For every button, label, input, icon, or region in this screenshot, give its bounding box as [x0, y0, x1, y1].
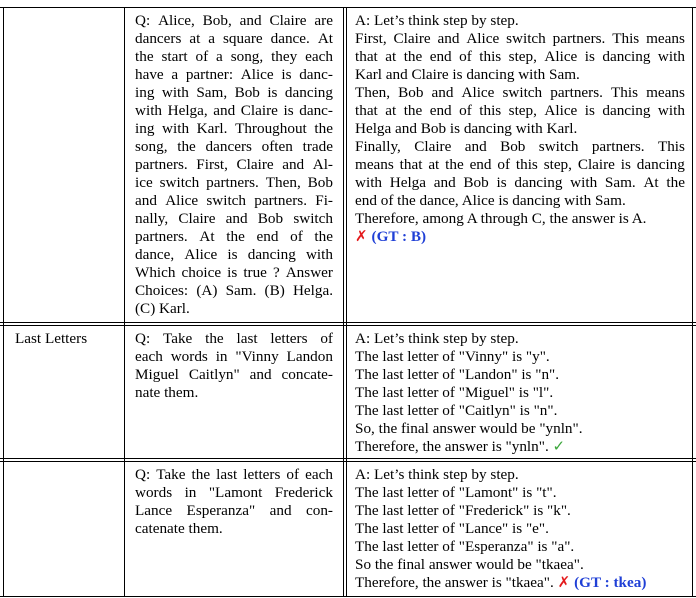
word: partners. [591, 138, 645, 155]
question-line [135, 102, 333, 120]
word: and [213, 102, 236, 119]
word: the [135, 48, 154, 65]
task-label: Last Letters [15, 330, 88, 347]
word: This [657, 138, 685, 155]
column-divider-answer [346, 7, 347, 597]
question-line [135, 282, 333, 300]
question-line [135, 120, 333, 138]
word: is [267, 84, 278, 101]
question-line [135, 12, 333, 30]
answer-line: So the final answer would be "tkaea". [355, 556, 584, 573]
answer-line: Helga and Bob is dancing with Karl. [355, 120, 578, 137]
word: end [256, 228, 279, 245]
word: "Lamont [208, 484, 263, 501]
word: At [643, 174, 659, 191]
word: Bob [234, 84, 260, 101]
word: Throughout [235, 120, 307, 137]
word: Alice [165, 192, 199, 209]
word: at [428, 156, 440, 173]
answer-line: The last letter of "Caitlyn" is "n". [355, 402, 558, 419]
word: and [433, 174, 456, 191]
word: Claire [236, 156, 274, 173]
word: the [403, 102, 423, 119]
word: step, [508, 102, 537, 119]
answer-line: The last letter of "Landon" is "n". [355, 366, 560, 383]
question-line [135, 174, 333, 192]
word: Then, [265, 174, 301, 191]
question-line: (C) Karl. [135, 300, 190, 317]
word: Alice [461, 84, 495, 101]
word: is [584, 102, 595, 119]
word: with [657, 48, 685, 65]
question-line [135, 138, 333, 156]
word: dancing [636, 156, 685, 173]
word: the [403, 48, 423, 65]
word: a [171, 66, 179, 83]
question-line [135, 264, 333, 282]
word: and [135, 192, 157, 209]
word: Bob [463, 174, 489, 191]
word: First, [355, 30, 387, 47]
word: This [612, 30, 640, 47]
word: in [215, 348, 228, 365]
answer-line [355, 84, 685, 102]
question-line [135, 66, 333, 84]
word: At [199, 228, 215, 245]
word: Miguel [135, 366, 179, 383]
word: means [646, 84, 685, 101]
word: Bob [398, 84, 424, 101]
answer-line [355, 156, 685, 174]
word: a [216, 48, 223, 65]
table-bottom-rule [0, 596, 696, 597]
word: danc- [299, 66, 333, 83]
word: dancing [514, 174, 563, 191]
word: end [429, 48, 452, 65]
column-divider-task [124, 7, 125, 597]
question-line [135, 246, 333, 264]
word: This [611, 84, 639, 101]
word: are [314, 12, 333, 29]
word: in [184, 484, 197, 501]
word: dancers [135, 30, 182, 47]
word: is [227, 264, 238, 281]
word: partners. [135, 228, 188, 245]
answer-line: The last letter of "Miguel" is "l". [355, 384, 554, 401]
word: this [515, 156, 538, 173]
word: that [399, 156, 423, 173]
word: Al- [312, 156, 333, 173]
answer-line: The last letter of "Lamont" is "t". [355, 484, 557, 501]
word: First, [196, 156, 228, 173]
word: partners. [135, 156, 188, 173]
word: nally, [135, 210, 169, 227]
answer-line: A: Let’s think step by step. [355, 330, 519, 347]
word: start [161, 48, 188, 65]
word: letters [270, 330, 308, 347]
word: step, [508, 48, 537, 65]
word: switch [159, 174, 200, 191]
answer-line: A: Let’s think step by step. [355, 12, 519, 29]
word: Alice [240, 66, 274, 83]
word: is [227, 246, 238, 263]
word: Frederick [274, 484, 333, 501]
word: Choices: [135, 282, 189, 299]
answer-final: Therefore, the answer is "tkaea". ✗ (GT : tkea) [355, 574, 647, 591]
section-divider-rule [0, 322, 696, 326]
word: of [320, 330, 333, 347]
word: letters [243, 466, 281, 483]
word: dancing [284, 84, 333, 101]
word: Answer [285, 264, 333, 281]
row-divider-rule [0, 458, 696, 462]
word: is [496, 174, 507, 191]
answer-final: Therefore, the answer is "ynln". ✓ [355, 438, 566, 455]
word: Alice [544, 102, 578, 119]
table-right-border [692, 7, 693, 597]
word: ? [272, 264, 280, 281]
answer-line: So, the final answer would be "ynln". [355, 420, 583, 437]
correct-mark-icon: ✓ [552, 438, 566, 455]
word: Then, [355, 84, 391, 101]
word: means [646, 30, 685, 47]
answer-line [355, 48, 685, 66]
word: true [243, 264, 267, 281]
answer-line: A: Let’s think step by step. [355, 466, 519, 483]
word: Which [135, 264, 176, 281]
word: Alice [466, 30, 500, 47]
question-line: nate them. [135, 384, 199, 401]
word: step, [543, 156, 572, 173]
word: the [177, 138, 196, 155]
word: means [355, 156, 394, 173]
word: Take [163, 330, 193, 347]
word: with [657, 102, 685, 119]
word: con- [306, 502, 333, 519]
answer-line [355, 30, 685, 48]
word: Alice [184, 246, 218, 263]
word: and [431, 84, 454, 101]
word: of [459, 48, 472, 65]
word: danc- [299, 102, 333, 119]
answer-line [355, 174, 685, 192]
word: and [239, 12, 262, 29]
word: partner: [185, 66, 234, 83]
question-line [135, 466, 333, 484]
word: Bob [257, 210, 284, 227]
word: of [290, 228, 303, 245]
word: Helga. [292, 282, 333, 299]
word: partners. [254, 192, 307, 209]
word: Bob [500, 138, 526, 155]
incorrect-mark-icon: ✗ [355, 228, 368, 245]
word: the [205, 330, 224, 347]
word: is [584, 48, 595, 65]
word: Claire [240, 102, 278, 119]
word: and [249, 366, 272, 383]
answer-line: The last letter of "Frederick" is "k". [355, 502, 571, 519]
answer-line [355, 102, 685, 120]
word: the [191, 466, 211, 483]
word: Q: [135, 12, 151, 29]
question-line [135, 502, 333, 520]
column-divider-question [343, 7, 344, 597]
word: Finally, [355, 138, 401, 155]
word: Claire [178, 210, 216, 227]
word: (B) [264, 282, 285, 299]
question-line [135, 366, 333, 384]
word: ice [135, 174, 153, 191]
answer-line [355, 138, 685, 156]
word: words [170, 348, 208, 365]
word: and [437, 30, 460, 47]
word: Claire [393, 30, 431, 47]
word: that [355, 48, 378, 65]
question-line [135, 156, 333, 174]
word: Q: [135, 330, 151, 347]
word: the [314, 120, 333, 137]
word: dance, [135, 246, 175, 263]
word: Bob [307, 174, 333, 191]
word: Sam. [604, 174, 636, 191]
word: Esperanza" [186, 502, 256, 519]
word: of [286, 466, 300, 483]
word: song, [230, 48, 264, 65]
word: concate- [281, 366, 333, 383]
word: at [385, 102, 397, 119]
question-line [135, 84, 333, 102]
word: Fi- [315, 192, 333, 209]
ground-truth-label: (GT : B) [371, 228, 427, 245]
answer-line: Therefore, among A through C, the answer is A. [355, 210, 647, 227]
word: a [208, 30, 216, 47]
word: Sam. [225, 282, 257, 299]
answer-verdict [355, 228, 426, 246]
word: Claire [577, 156, 615, 173]
word: dancing [247, 246, 296, 263]
table-left-border [3, 7, 4, 597]
word: Landon [286, 348, 333, 365]
word: switch [506, 30, 546, 47]
word: each [135, 348, 163, 365]
word: Sam, [196, 84, 228, 101]
word: the [226, 228, 245, 245]
word: ing [135, 120, 155, 137]
answer-line: Karl and Claire is dancing with Sam. [355, 66, 580, 83]
word: at [189, 30, 201, 47]
word: have [135, 66, 164, 83]
question-line [135, 348, 333, 366]
incorrect-mark-icon: ✗ [557, 574, 571, 591]
word: the [445, 156, 464, 173]
word: last [216, 466, 238, 483]
word: switch [538, 138, 579, 155]
word: choice [181, 264, 222, 281]
word: this [479, 48, 502, 65]
word: (A) [196, 282, 218, 299]
word: dancing [602, 102, 651, 119]
question-line [135, 210, 333, 228]
word: with [570, 174, 598, 191]
answer-line: The last letter of "Lance" is "e". [355, 520, 549, 537]
word: and [464, 138, 487, 155]
word: partners. [550, 84, 603, 101]
word: dance. [270, 30, 310, 47]
word: Alice, [158, 12, 195, 29]
word: is [620, 156, 631, 173]
word: trade [302, 138, 333, 155]
word: this [479, 102, 502, 119]
ground-truth-label: (GT : tkea) [574, 574, 647, 591]
word: each [305, 466, 333, 483]
word: with [355, 174, 383, 191]
question-line [135, 192, 333, 210]
word: Claire [414, 138, 452, 155]
word: with [135, 102, 163, 119]
word: the [314, 228, 333, 245]
question-line [135, 48, 333, 66]
word: often [261, 138, 293, 155]
word: with [161, 84, 189, 101]
answer-line: The last letter of "Vinny" is "y". [355, 348, 550, 365]
word: switch [206, 192, 247, 209]
word: of [497, 156, 511, 173]
question-line [135, 484, 333, 502]
word: and [282, 156, 305, 173]
word: dancers [205, 138, 252, 155]
word: end [429, 102, 452, 119]
word: is [281, 66, 292, 83]
word: partners. [206, 174, 259, 191]
answer-line: end of the dance, Alice is dancing with Sam. [355, 192, 626, 209]
word: square [223, 30, 263, 47]
word: that [355, 102, 378, 119]
word: at [385, 48, 397, 65]
word: end [469, 156, 492, 173]
word: of [195, 48, 209, 65]
word: Caitlyn" [188, 366, 240, 383]
word: Helga [389, 174, 427, 191]
word: last [236, 330, 258, 347]
word: Helga, [167, 102, 208, 119]
word: partners. [552, 30, 606, 47]
word: words [135, 484, 173, 501]
word: At [317, 30, 333, 47]
word: ing [135, 84, 155, 101]
word: the [666, 174, 685, 191]
word: Take [156, 466, 186, 483]
word: each [305, 48, 333, 65]
answer-line: The last letter of "Esperanza" is "a". [355, 538, 575, 555]
word: of [459, 102, 472, 119]
question-line: catenate them. [135, 520, 223, 537]
word: "Vinny [235, 348, 279, 365]
word: Karl. [196, 120, 228, 137]
word: is [283, 102, 294, 119]
word: and [269, 502, 292, 519]
word: switch [293, 210, 333, 227]
word: Bob, [202, 12, 232, 29]
word: dancing [602, 48, 651, 65]
question-line [135, 228, 333, 246]
word: Alice [544, 48, 578, 65]
question-line [135, 30, 333, 48]
word: Q: [135, 466, 151, 483]
word: Claire [269, 12, 307, 29]
word: song, [135, 138, 168, 155]
word: with [305, 246, 333, 263]
table-top-rule [0, 7, 696, 8]
word: Lance [135, 502, 173, 519]
word: switch [502, 84, 543, 101]
question-line [135, 330, 333, 348]
word: and [225, 210, 248, 227]
word: with [162, 120, 190, 137]
word: they [271, 48, 298, 65]
